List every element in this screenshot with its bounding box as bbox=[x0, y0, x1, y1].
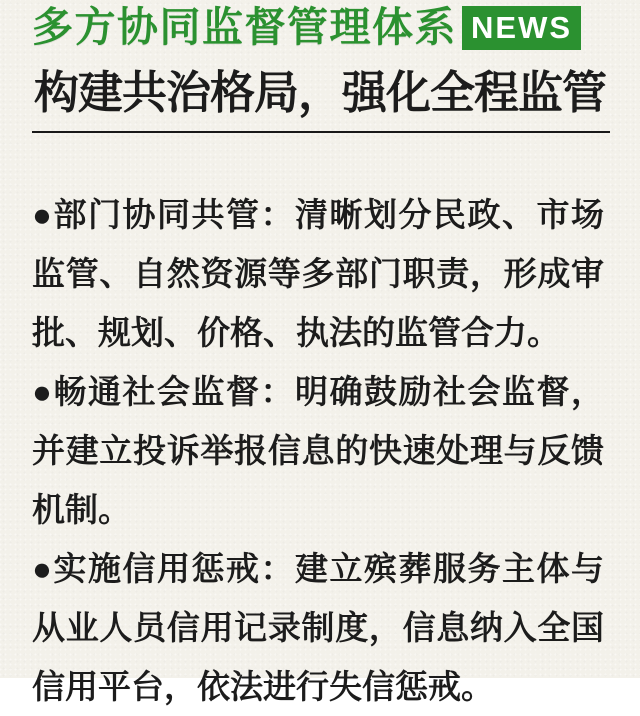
content bbox=[32, 185, 604, 716]
bullet-separator: ： bbox=[260, 373, 295, 410]
bullet-item-2 bbox=[32, 362, 604, 539]
bullet-separator: ： bbox=[260, 550, 295, 587]
bullet-marker: ● bbox=[32, 373, 54, 410]
bullet-marker: ● bbox=[32, 550, 54, 587]
bullet-marker: ● bbox=[32, 196, 54, 233]
bullet-text: 建立殡葬服务主体与从业人员信用记录制度，信息纳入全国信用平台，依法进行失信惩戒。 bbox=[32, 550, 605, 705]
bullet-item-1 bbox=[32, 185, 604, 362]
bullet-text: 明确鼓励社会监督，并建立投诉举报信息的快速处理与反馈机制。 bbox=[32, 373, 605, 528]
subtitle: 构建共治格局，强化全程监管 bbox=[34, 67, 607, 118]
bullet-item-3 bbox=[32, 539, 604, 716]
bullet-separator: ： bbox=[260, 196, 295, 233]
bullet-text: 清晰划分民政、市场监管、自然资源等多部门职责，形成审批、规划、价格、执法的监管合力。 bbox=[32, 196, 605, 351]
bullet-label: 实施信用惩戒 bbox=[53, 550, 261, 587]
page-title: 多方协同监督管理体系 bbox=[32, 4, 457, 50]
news-badge: NEWS bbox=[462, 6, 581, 50]
bullet-label: 部门协同共管 bbox=[53, 196, 261, 233]
bullet-label: 畅通社会监督 bbox=[53, 373, 261, 410]
divider bbox=[32, 131, 610, 133]
header bbox=[32, 0, 608, 50]
